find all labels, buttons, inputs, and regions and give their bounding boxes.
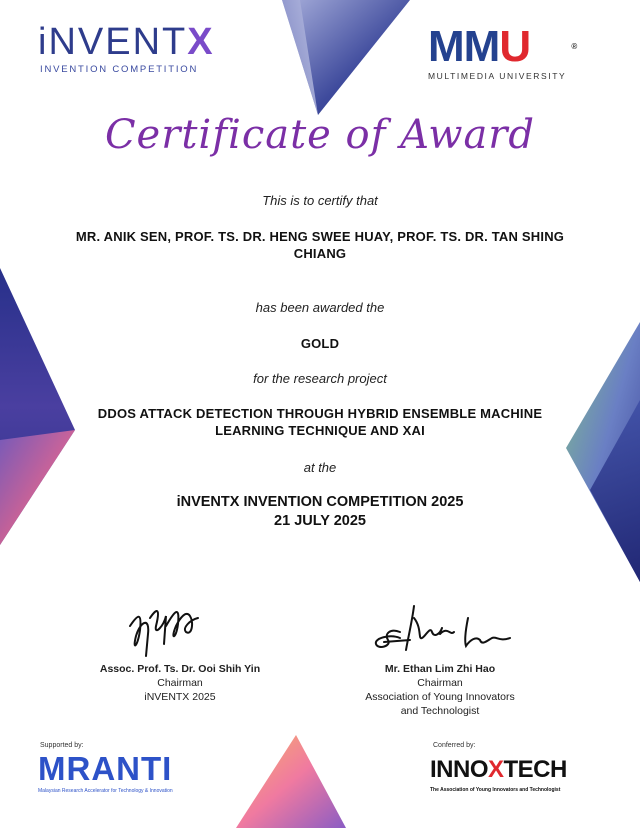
inventx-wordmark-x: X	[187, 21, 215, 63]
event-name: iNVENTX INVENTION COMPETITION 2025	[176, 494, 464, 510]
supported-by-label: Supported by:	[40, 742, 84, 749]
innotech-logo	[430, 756, 567, 793]
mranti-wordmark: MRANTI	[38, 750, 173, 787]
signatory-left	[70, 662, 290, 704]
award-level: GOLD	[300, 336, 340, 351]
at-line: at the	[303, 460, 337, 475]
project-title-line-2: LEARNING TECHNIQUE AND XAI	[215, 423, 425, 438]
awarded-line: has been awarded the	[255, 300, 385, 315]
mmu-logo	[428, 22, 577, 81]
project-intro: for the research project	[253, 371, 387, 386]
mranti-logo	[38, 752, 173, 794]
mmu-registered-mark: ®	[571, 42, 577, 51]
innotech-tagline: The Association of Young Innovators and Technologist	[430, 787, 561, 793]
signatory-left-role: Chairman	[157, 677, 203, 689]
recipients-line-2: CHIANG	[293, 246, 347, 261]
signatory-left-name: Assoc. Prof. Ts. Dr. Ooi Shih Yin	[99, 663, 261, 675]
mmu-wordmark-u: U	[499, 22, 531, 71]
project-title-line-1: DDOS ATTACK DETECTION THROUGH HYBRID ENSEMBLE MACHINE	[97, 406, 543, 421]
signatory-right-org-line-2: and Technologist	[400, 705, 480, 717]
inventx-wordmark: iNVENT	[38, 21, 188, 63]
certify-line: This is to certify that	[262, 193, 378, 208]
recipients-line-1: MR. ANIK SEN, PROF. TS. DR. HENG SWEE HUAY, PROF. TS. DR. TAN SHING	[75, 229, 565, 244]
mmu-tagline: MULTIMEDIA UNIVERSITY	[428, 71, 567, 81]
inventx-tagline: INVENTION COMPETITION	[40, 64, 199, 75]
bottom-triangle	[236, 735, 346, 828]
certificate-title: Certificate of Award	[104, 112, 536, 158]
signatory-right-name: Mr. Ethan Lim Zhi Hao	[384, 663, 496, 675]
conferred-by-label: Conferred by:	[433, 742, 476, 749]
mranti-tagline: Malaysian Research Accelerator for Technology & Innovation	[38, 788, 173, 794]
signature-left	[120, 596, 210, 660]
innotech-wordmark-right: TECH	[503, 756, 567, 783]
mmu-wordmark: MM	[428, 22, 500, 71]
signatory-right	[330, 662, 550, 718]
signature-right	[370, 598, 520, 662]
signatory-left-org: iNVENTX 2025	[144, 691, 216, 703]
inventx-logo	[38, 22, 215, 75]
event-date: 21 JULY 2025	[274, 513, 366, 529]
signatory-right-role: Chairman	[417, 677, 463, 689]
innotech-wordmark-x: X	[488, 756, 504, 783]
innotech-wordmark-left: INNO	[430, 756, 488, 783]
signatory-right-org-line-1: Association of Young Innovators	[365, 691, 515, 703]
